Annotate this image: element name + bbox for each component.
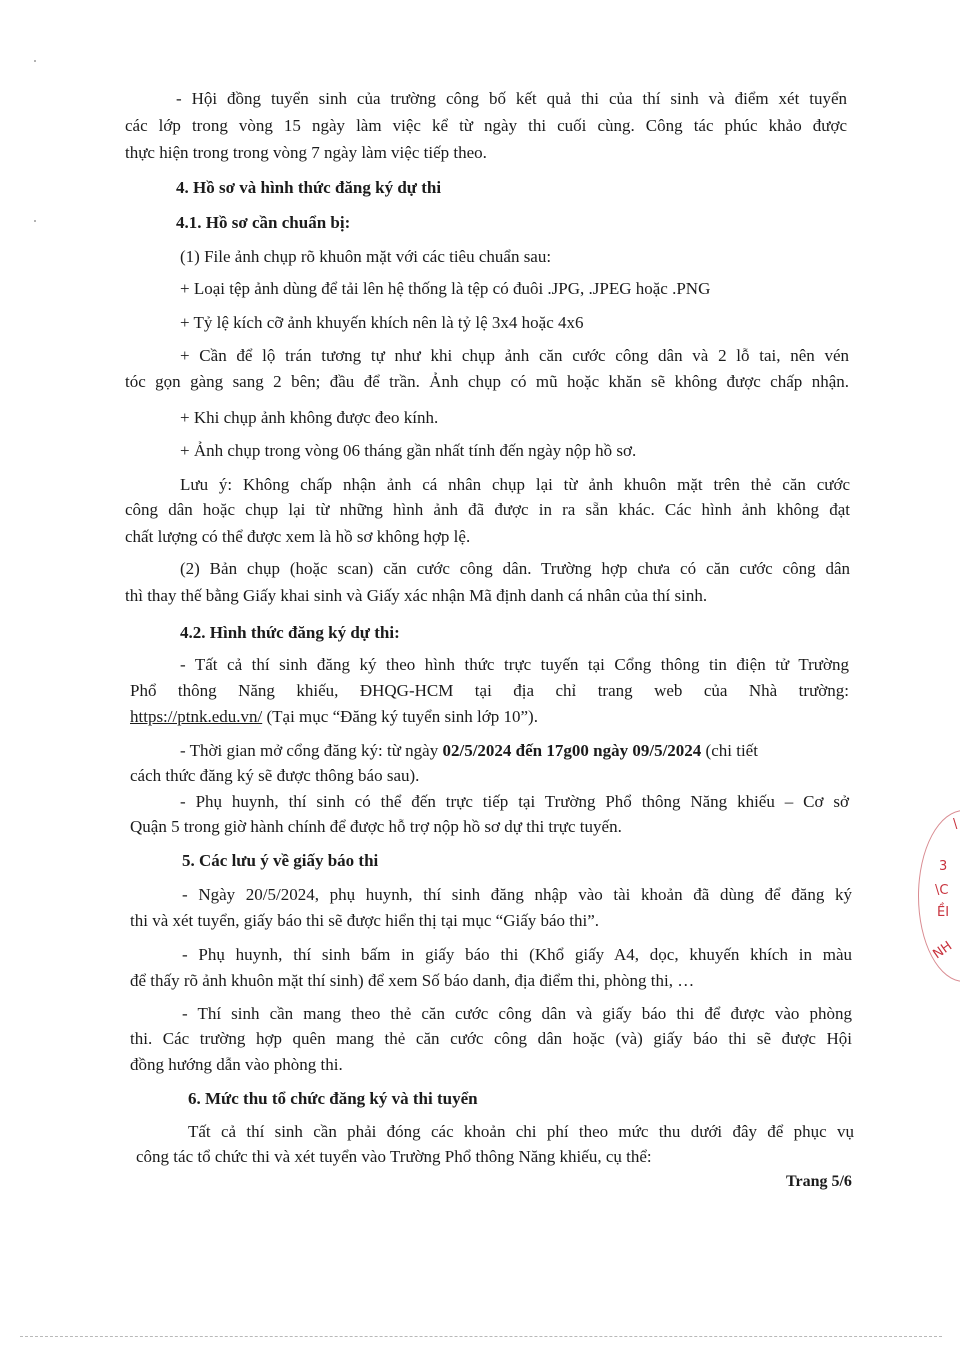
paragraph-line: Quận 5 trong giờ hành chính để được hỗ trợ nộp hồ sơ dự thi trực tuyến. [130,817,622,836]
paragraph-line [130,706,538,728]
scan-speck [34,220,36,222]
paragraph-line: - Phụ huynh, thí sinh có thể đến trực tiếp tại Trường Phổ thông Năng khiếu – Cơ sở [180,792,849,811]
paragraph-line: - Phụ huynh, thí sinh bấm in giấy báo thi (Khổ giấy A4, dọc, khuyến khích in màu [182,945,852,964]
paragraph-line: - Hội đồng tuyển sinh của trường công bố kết quả thi của thí sinh và điểm xét tuyển [176,89,847,108]
list-item: thì thay thế bằng Giấy khai sinh và Giấy xác nhận Mã định danh cá nhân của thí sinh. [125,586,708,605]
seal-text: 3 [939,859,948,874]
paragraph-line: thi. Các trường hợp quên mang thẻ căn cước công dân hoặc (và) giấy báo thi sẽ được Hội [130,1029,852,1048]
list-item: + Khi chụp ảnh không được đeo kính. [180,408,439,427]
paragraph-line: - Ngày 20/5/2024, phụ huynh, thí sinh đăng nhập vào tài khoản đã dùng để đăng ký [182,885,852,904]
paragraph-line: - Tất cả thí sinh đăng ký theo hình thức trực tuyến tại Cổng thông tin điện tử Trường [180,655,849,674]
paragraph-line: Tất cả thí sinh cần phải đóng các khoản chi phí theo mức thu dưới đây để phục vụ [188,1122,854,1141]
note-paragraph: công dân hoặc chụp lại từ những hình ảnh đã được in ra sẵn khác. Các hình ảnh không đạt [125,500,850,519]
paragraph-line: thi và xét tuyển, giấy báo thi sẽ được hiển thị tại mục “Giấy báo thi”. [130,911,600,930]
note-paragraph: chất lượng có thể được xem là hồ sơ không hợp lệ. [125,527,471,546]
paragraph-text: (chi tiết [701,741,758,760]
paragraph-line: cách thức đăng ký sẽ được thông báo sau). [130,766,420,785]
list-item: + Cần để lộ trán tương tự như khi chụp ảnh căn cước công dân và 2 lỗ tai, nên vén [180,346,849,365]
list-item: tóc gọn gàng sang 2 bên; đầu để trần. Ảnh chụp có mũ hoặc khăn sẽ không được chấp nhận. [125,372,849,391]
section-heading: 5. Các lưu ý về giấy báo thi [182,851,379,870]
scan-speck [34,60,36,62]
paragraph-text: (Tại mục “Đăng ký tuyển sinh lớp 10”). [262,707,538,726]
registration-dates: 02/5/2024 đến 17g00 ngày 09/5/2024 [442,741,702,760]
subsection-heading: 4.1. Hồ sơ cần chuẩn bị: [176,213,351,232]
seal-text: NH [930,938,956,963]
list-item: + Tỷ lệ kích cỡ ảnh khuyến khích nên là tỷ lệ 3x4 hoặc 4x6 [180,313,584,332]
seal-text: ỀI [937,905,950,920]
subsection-heading: 4.2. Hình thức đăng ký dự thi: [180,623,400,642]
scan-edge-line [20,1336,942,1337]
paragraph-line: các lớp trong vòng 15 ngày làm việc kể từ ngày thi cuối cùng. Công tác phúc khảo được [125,116,847,135]
paragraph-line: để thấy rõ ảnh khuôn mặt thí sinh) để xem Số báo danh, địa điểm thi, phòng thi, … [130,971,695,990]
paragraph-line: đồng hướng dẫn vào phòng thi. [130,1055,343,1074]
list-item: + Ảnh chụp trong vòng 06 tháng gần nhất tính đến ngày nộp hồ sơ. [180,441,637,460]
paragraph-text: - Thời gian mở cổng đăng ký: từ ngày [180,741,443,760]
paragraph-line: thực hiện trong trong vòng 7 ngày làm việc tiếp theo. [125,143,487,162]
note-paragraph: Lưu ý: Không chấp nhận ảnh cá nhân chụp lại từ ảnh khuôn mặt trên thẻ căn cước [180,475,850,494]
list-item: + Loại tệp ảnh dùng để tải lên hệ thống là tệp có đuôi .JPG, .JPEG hoặc .PNG [180,279,711,298]
website-link[interactable]: https://ptnk.edu.vn/ [130,707,263,726]
section-heading: 6. Mức thu tổ chức đăng ký và thi tuyển [188,1089,478,1108]
paragraph-line: - Thí sinh cần mang theo thẻ căn cước công dân và giấy báo thi để được vào phòng [182,1004,852,1023]
paragraph-line [180,740,758,762]
paragraph-line: công tác tổ chức thi và xét tuyển vào Trường Phổ thông Năng khiếu, cụ thể: [136,1147,652,1166]
list-item: (1) File ảnh chụp rõ khuôn mặt với các tiêu chuẩn sau: [180,247,552,266]
seal-text: \C [935,883,949,898]
seal-text: \ [953,817,958,832]
list-item: (2) Bản chụp (hoặc scan) căn cước công dân. Trường hợp chưa có căn cước công dân [180,559,850,578]
paragraph-line: Phổ thông Năng khiếu, ĐHQG-HCM tại địa chỉ trang web của Nhà trường: [130,681,849,700]
page-number: Trang 5/6 [786,1173,852,1190]
section-heading: 4. Hồ sơ và hình thức đăng ký dự thi [176,178,442,197]
official-seal [918,810,960,982]
